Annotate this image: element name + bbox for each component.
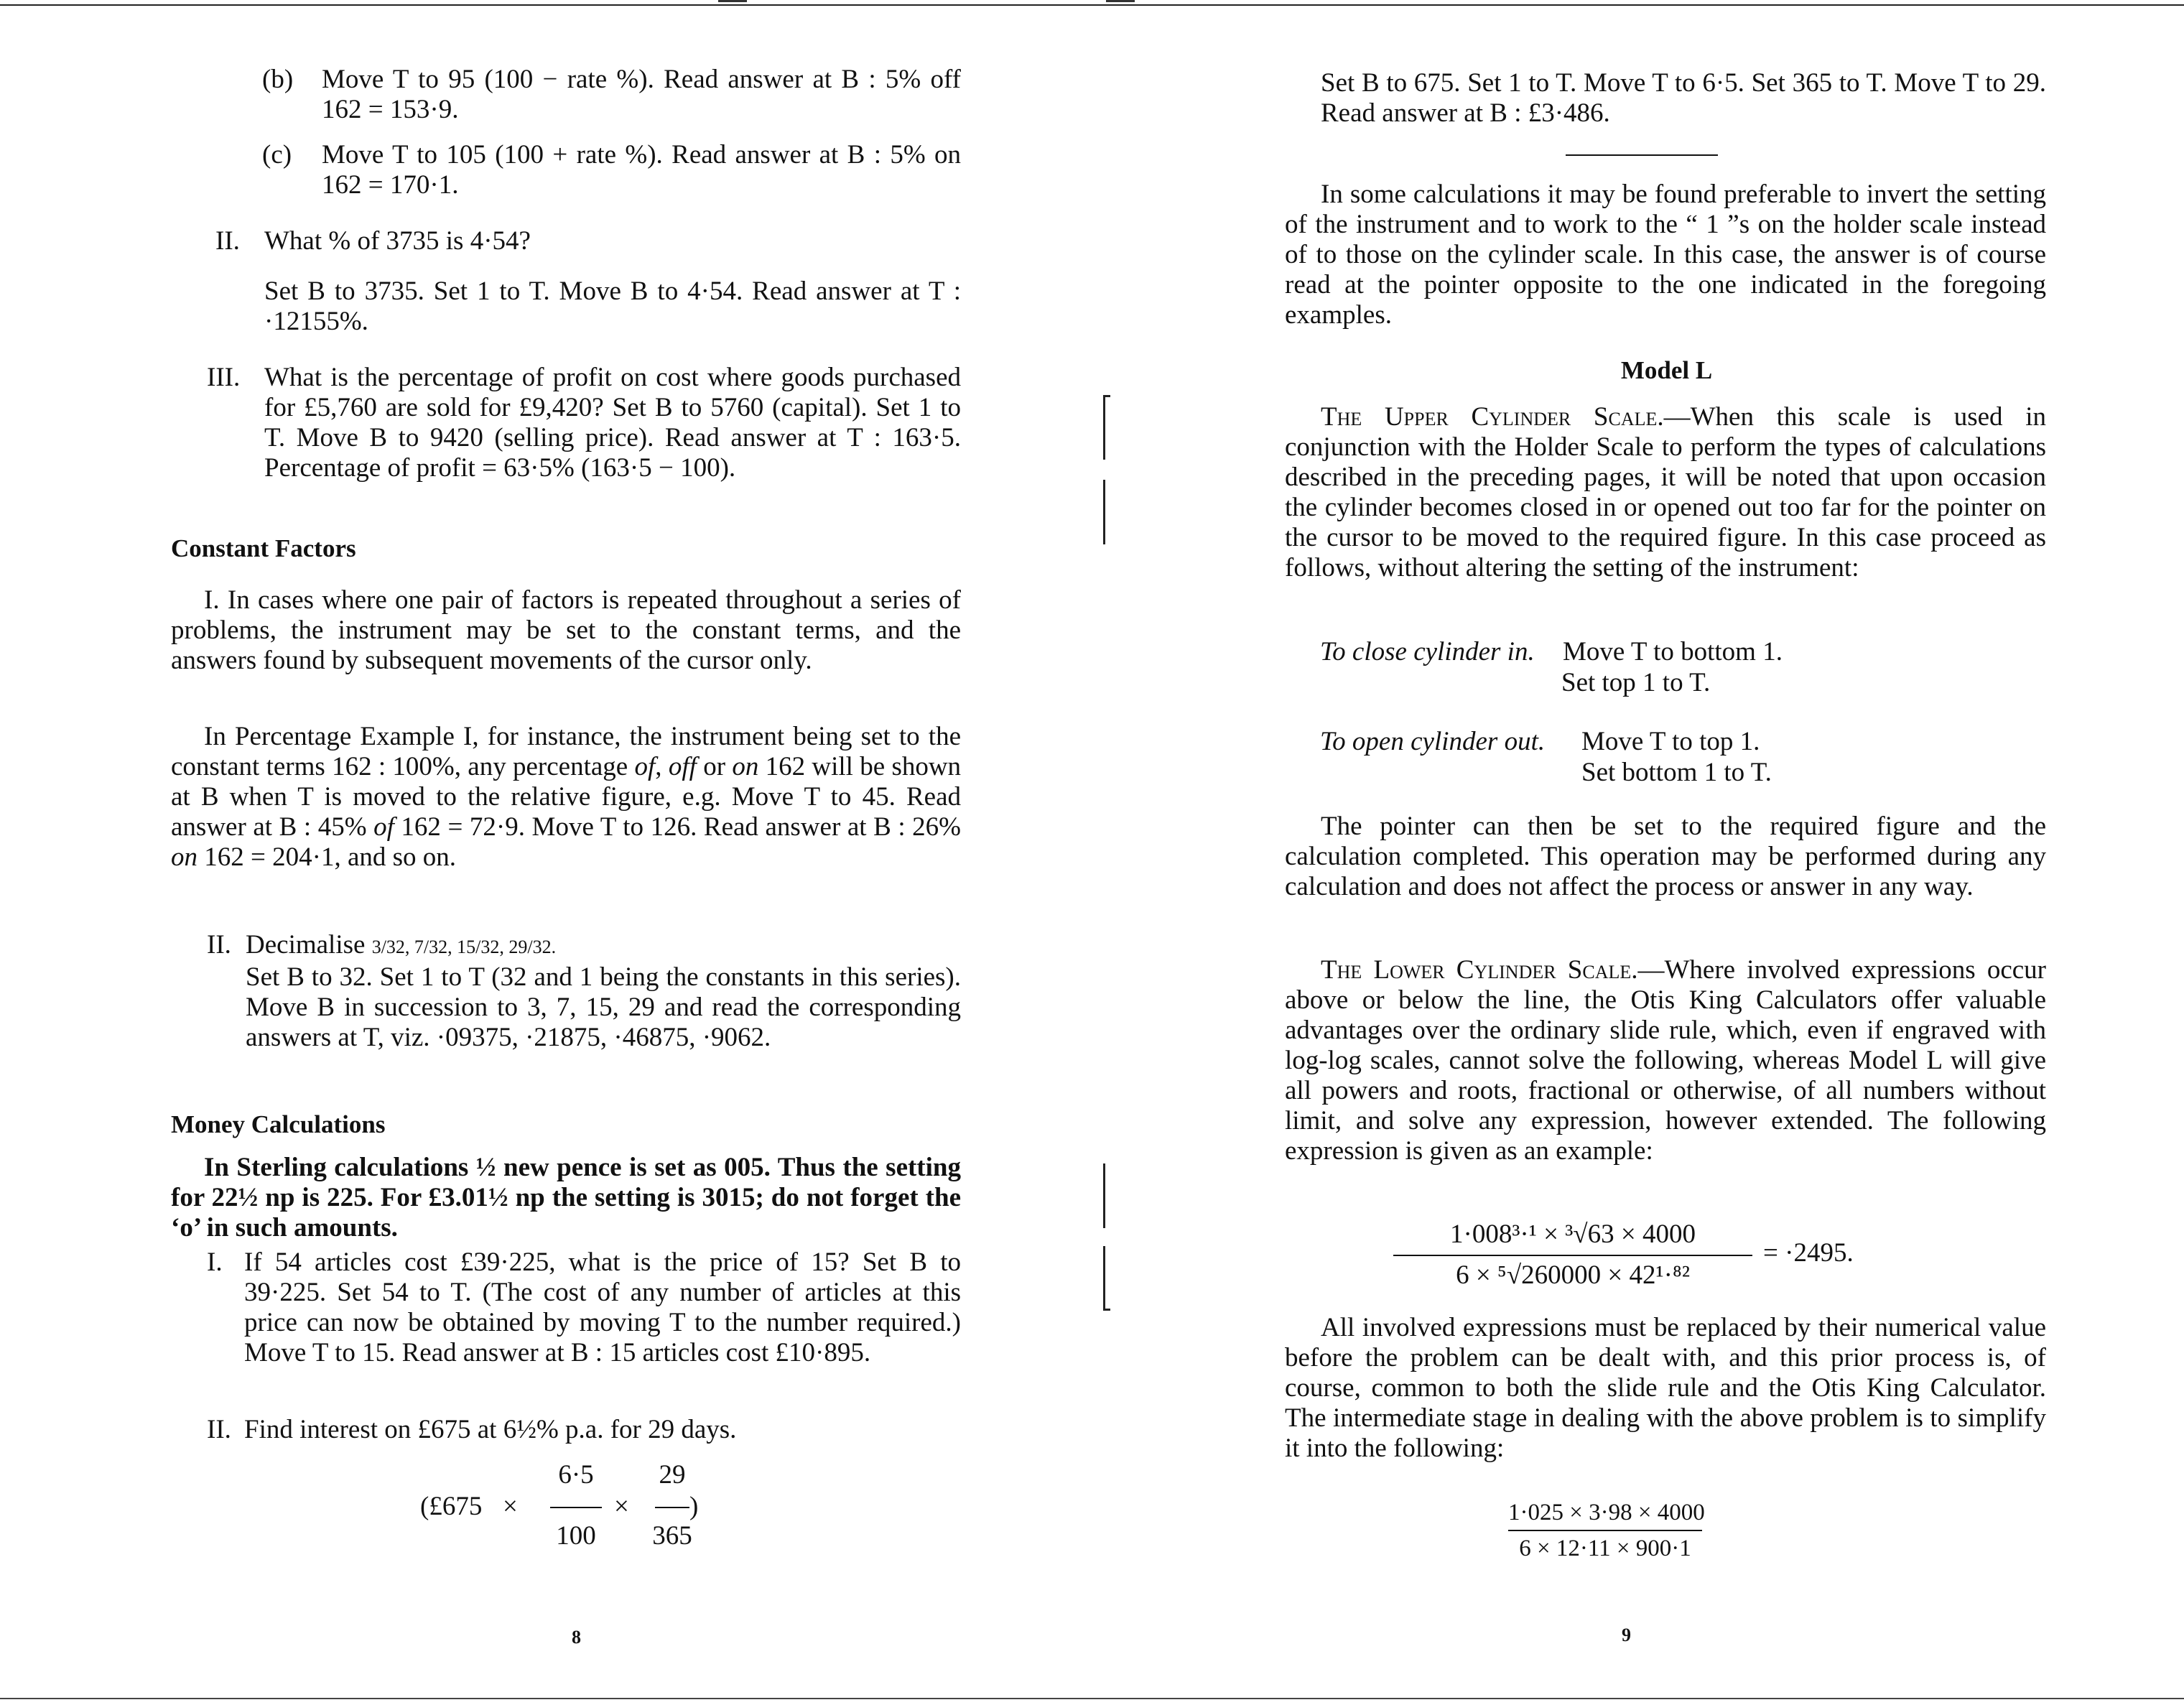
money-i-text: If 54 articles cost £39·225, what is the price of 15? Set B to 39·225. Set 54 to T. (The cost of any number of articles at this price can now be obtained by moving T to the number required.) Move T to 15. Read answer at B : 15 articles cost £10·895. bbox=[244, 1248, 961, 1367]
constant-ii-label: II. bbox=[207, 930, 231, 960]
item-ii-answer: Set B to 3735. Set 1 to T. Move B to 4·54. Read answer at T : ·12155%. bbox=[264, 277, 961, 336]
item-iii-text: What is the percentage of profit on cost where goods purchased for £5,760 are sold for £9,420? Set B to 5760 (capital). Set 1 to T. Move B to 9420 (selling price). Read answer at T : 163·5. Percentage of profit = 63·5% (163·5 − 100). bbox=[264, 363, 961, 483]
simplified-denominator: 6 × 12·11 × 900·1 bbox=[1519, 1536, 1691, 1561]
fractions: 3/32, 7/32, 15/32, 29/32. bbox=[371, 937, 557, 957]
italic-of: of bbox=[373, 812, 394, 842]
right-paragraph-top: Set B to 675. Set 1 to T. Move T to 6·5. Set 365 to T. Move T to 29. Read answer at B : £3·486. bbox=[1321, 68, 2046, 128]
constant-factors-heading: Constant Factors bbox=[171, 534, 356, 562]
model-l-heading: Model L bbox=[1620, 356, 1713, 384]
close-step-2: Set top 1 to T. bbox=[1561, 668, 1711, 697]
text-run: 162 will be shown at B when T is moved to the relative figure, e.g. Move T to 45. Read answer at B : 45% bbox=[171, 752, 962, 842]
upper-cylinder-title: The Upper Cylinder Scale. bbox=[1321, 402, 1664, 432]
constant-ii-text bbox=[246, 930, 961, 1053]
open-cylinder-label: To open cylinder out. bbox=[1320, 727, 1546, 756]
upper-cylinder-paragraph bbox=[1285, 402, 2046, 583]
item-b-label: (b) bbox=[262, 65, 294, 94]
text-run: —Where involved expressions occur above or below the line, the Otis King Calculators offer valuable advantages over the ordinary slide rule, which, even if engraved with log-log scales, cannot solve the following, whereas Model L will give all powers and roots, fractional or otherwise, of all numbers without limit, and solve any expression, however extended. The following expression is given as an example: bbox=[1285, 955, 2046, 1166]
constant-factors-paragraph-2: In Percentage Example I, for instance, the instrument being set to the constant terms 162 : 100%, any percentage of, off or on 162 will be shown at B when T is moved to the relative figure, e.g. Move T to 45. Read answer at B : 45% of 162 = 72·9. Move T to 126. Read answer at B : 26% on 162 = 204·1, and so on. bbox=[171, 722, 962, 872]
open-step-1: Move T to top 1. bbox=[1581, 727, 1760, 756]
lower-cylinder-title: The Lower Cylinder Scale. bbox=[1321, 955, 1638, 985]
money-ii-text: Find interest on £675 at 6½% p.a. for 29 days. bbox=[244, 1415, 737, 1444]
text-run: —When this scale is used in conjunction with the Holder Scale to perform the types of calculations described in the preceding pages, it will be noted that upon occasion the cylinder becomes closed in or opened out too far for the pointer on the cursor to be moved to the required figure. In this case proceed as follows, without altering the setting of the instrument: bbox=[1285, 402, 2047, 582]
item-c-label: (c) bbox=[262, 140, 292, 169]
right-page bbox=[1092, 0, 2184, 1705]
formula-times-1: × bbox=[503, 1492, 518, 1521]
fraction-bar bbox=[655, 1507, 689, 1508]
formula-denominator-2: 365 bbox=[652, 1521, 692, 1551]
formula-numerator-1: 6·5 bbox=[558, 1460, 594, 1490]
section-divider bbox=[1566, 154, 1718, 156]
item-b-text: Move T to 95 (100 − rate %). Read answer at B : 5% off 162 = 153·9. bbox=[322, 65, 961, 124]
text-run: In Percentage Example I, for instance, the instrument being set to the constant terms 162 : 100%, any percentage bbox=[171, 722, 961, 781]
close-cylinder-label: To close cylinder in. bbox=[1320, 637, 1535, 666]
item-c-text: Move T to 105 (100 + rate %). Read answer at B : 5% on 162 = 170·1. bbox=[322, 140, 961, 200]
italic-on: on bbox=[732, 752, 759, 781]
text-run: Decimalise bbox=[246, 930, 366, 960]
text-run: or bbox=[703, 752, 726, 781]
text-run: Set B to 32. Set 1 to T (32 and 1 being the constants in this series). Move B in succession to 3, 7, 15, 29 and read the corresponding answers at T, viz. ·09375, ·21875, ·46875, ·9062. bbox=[246, 962, 961, 1052]
formula-close: ) bbox=[689, 1492, 699, 1521]
page-number: 9 bbox=[1622, 1625, 1631, 1645]
fraction-bar bbox=[1508, 1530, 1702, 1531]
open-step-2: Set bottom 1 to T. bbox=[1581, 758, 1772, 787]
item-ii-question: What % of 3735 is 4·54? bbox=[264, 226, 531, 256]
italic-of: of bbox=[634, 752, 656, 781]
money-ii-label: II. bbox=[207, 1415, 231, 1444]
expression-result: = ·2495. bbox=[1763, 1238, 1854, 1268]
formula-numerator-2: 29 bbox=[659, 1460, 686, 1490]
italic-on: on bbox=[171, 842, 198, 872]
right-paragraph-pointer: The pointer can then be set to the required figure and the calculation completed. This operation may be performed during any calculation and does not affect the process or answer in any way. bbox=[1285, 812, 2046, 901]
item-iii-label: III. bbox=[207, 363, 241, 392]
fraction-bar bbox=[1393, 1255, 1752, 1256]
text-run: 162 = 72·9. Move T to 126. Read answer at B : 26% bbox=[401, 812, 961, 842]
close-step-1: Move T to bottom 1. bbox=[1563, 637, 1783, 666]
text-run: 162 = 204·1, and so on. bbox=[204, 842, 457, 872]
formula-open: (£675 bbox=[420, 1492, 483, 1521]
formula-denominator-1: 100 bbox=[556, 1521, 596, 1551]
item-ii-label: II. bbox=[215, 226, 240, 256]
expression-denominator: 6 × ⁵√260000 × 42¹·⁸² bbox=[1456, 1260, 1690, 1290]
money-paragraph-1: In Sterling calculations ½ new pence is set as 005. Thus the setting for 22½ np is 225. For £3.01½ np the setting is 3015; do not forget the ‘o’ in such amounts. bbox=[171, 1153, 961, 1242]
lower-cylinder-paragraph bbox=[1285, 955, 2046, 1166]
right-paragraph-invert: In some calculations it may be found preferable to invert the setting of the instrument and to work to the “ 1 ”s on the holder scale instead of to those on the cylinder scale. In this case, the answer is of course read at the pointer opposite to the one indicated in the foregoing examples. bbox=[1285, 180, 2046, 330]
money-calculations-heading: Money Calculations bbox=[171, 1110, 386, 1138]
formula-times-2: × bbox=[614, 1492, 629, 1521]
money-i-label: I. bbox=[207, 1248, 223, 1277]
simplified-numerator: 1·025 × 3·98 × 4000 bbox=[1508, 1500, 1705, 1525]
fraction-bar bbox=[550, 1507, 602, 1508]
constant-factors-paragraph-1: I. In cases where one pair of factors is repeated throughout a series of problems, the instrument may be set to the constant terms, and the answers found by subsequent movements of the cursor only. bbox=[171, 585, 961, 675]
italic-off: off bbox=[668, 752, 697, 781]
page-number: 8 bbox=[572, 1627, 581, 1648]
right-paragraph-involved: All involved expressions must be replaced by their numerical value before the problem can be dealt with, and this prior process is, of course, common to both the slide rule and the Otis King Calculator. The intermediate stage in dealing with the above problem is to simplify it into the following: bbox=[1285, 1313, 2046, 1463]
expression-numerator: 1·008³·¹ × ³√63 × 4000 bbox=[1450, 1219, 1696, 1249]
